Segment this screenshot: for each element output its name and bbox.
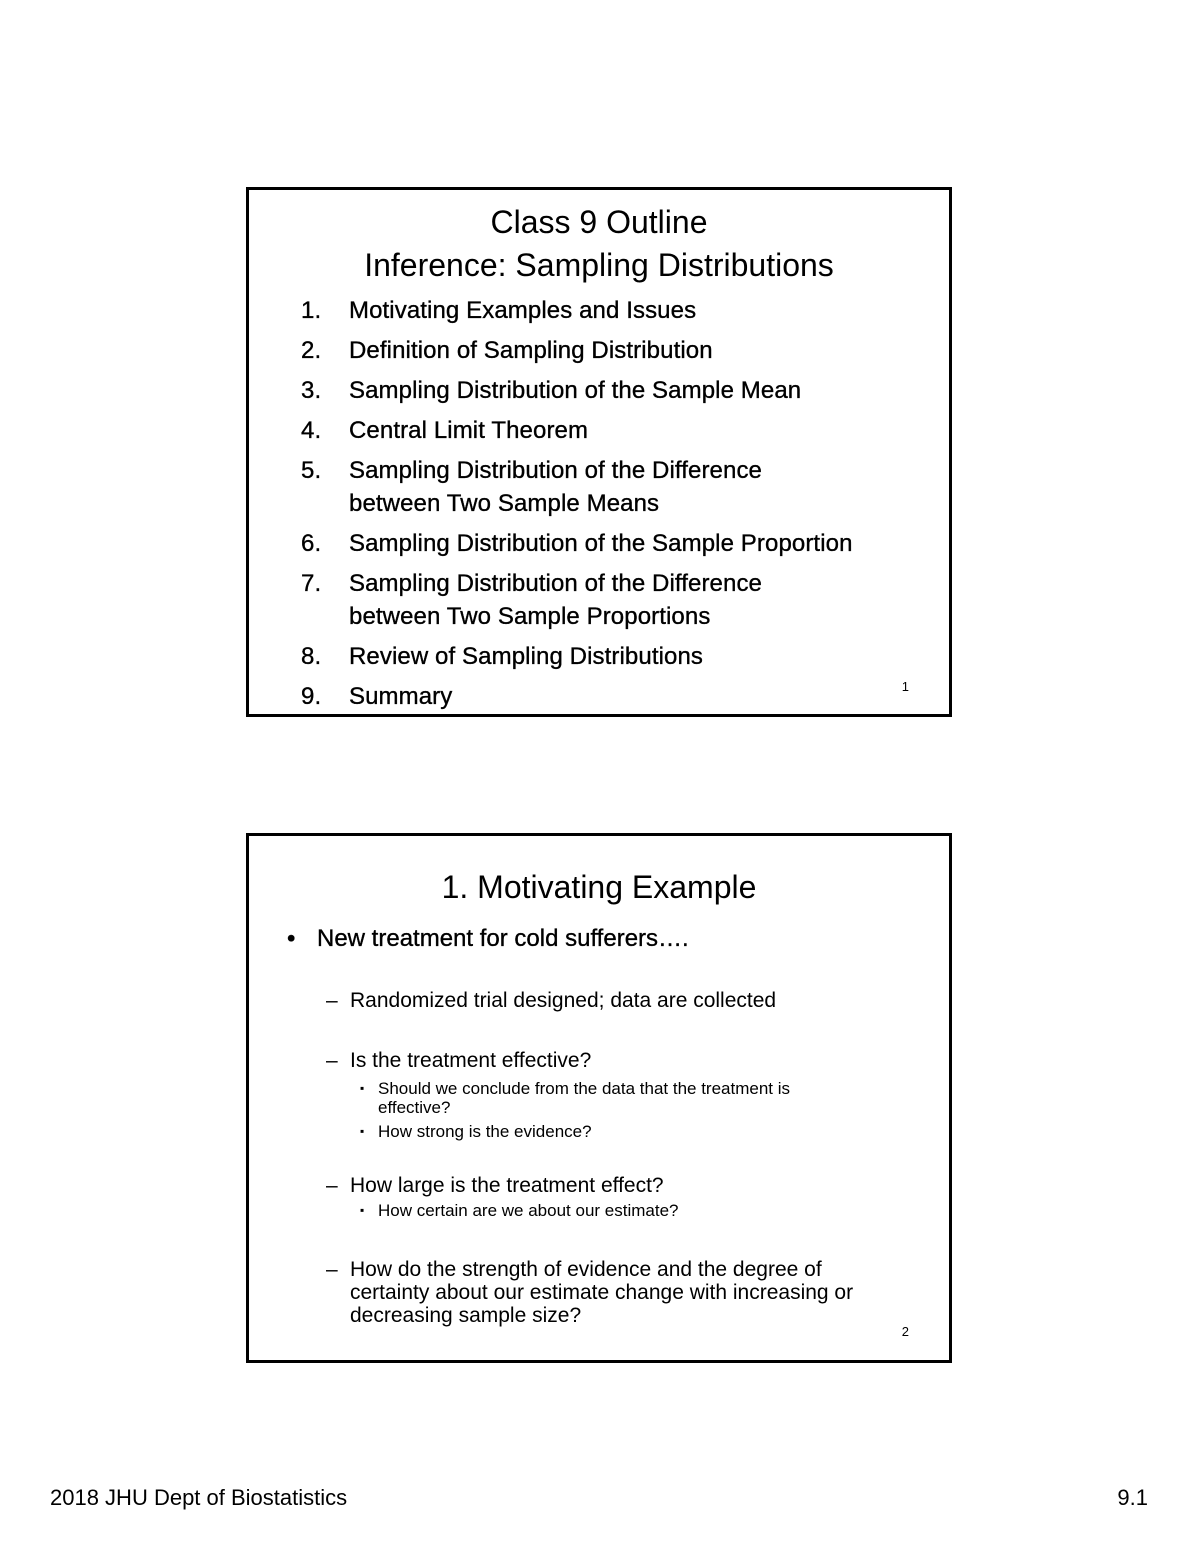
sub-sub-bullet-text: How strong is the evidence? <box>378 1122 592 1141</box>
outline-item <box>301 680 941 713</box>
sub-bullet-2 <box>326 1049 916 1072</box>
outline-item-number: 5. <box>301 457 322 484</box>
page-number: 9.1 <box>1117 1485 1148 1510</box>
outline-item-number: 6. <box>301 530 322 557</box>
outline-item-number: 9. <box>301 683 322 710</box>
dash-icon: – <box>326 1174 338 1197</box>
sub-sub-bullet <box>360 1201 880 1220</box>
outline-item-text: Central Limit Theorem <box>349 417 589 444</box>
outline-item-text: Review of Sampling Distributions <box>349 643 704 670</box>
outline-item-text: Motivating Examples and Issues <box>349 297 697 324</box>
square-bullet-icon: ▪ <box>360 1081 365 1095</box>
outline-item <box>301 567 789 633</box>
outline-item <box>301 334 941 367</box>
sub-bullet-text: How large is the treatment effect? <box>350 1174 664 1197</box>
outline-item <box>301 374 941 407</box>
outline-item-number: 1. <box>301 297 322 324</box>
outline-item-number: 7. <box>301 570 322 597</box>
outline-item-text: Sampling Distribution of the Sample Proportion <box>349 530 853 557</box>
outline-item-number: 8. <box>301 643 322 670</box>
dash-icon: – <box>326 1049 338 1072</box>
outline-item <box>301 640 941 673</box>
outline-item-number: 2. <box>301 337 322 364</box>
outline-list <box>301 294 941 720</box>
outline-item-text: Sampling Distribution of the Difference between Two Sample Proportions <box>349 570 763 630</box>
square-bullet-icon: ▪ <box>360 1203 365 1217</box>
dash-icon: – <box>326 989 338 1012</box>
main-bullet <box>287 923 689 955</box>
outline-item <box>301 294 941 327</box>
main-bullet-text: New treatment for cold sufferers…. <box>317 925 689 952</box>
slide-1-title-line-2: Inference: Sampling Distributions <box>364 247 834 283</box>
slide-2-number: 2 <box>901 1324 909 1339</box>
outline-item-text: Sampling Distribution of the Difference between Two Sample Means <box>349 457 763 517</box>
outline-item <box>301 527 941 560</box>
outline-item-number: 4. <box>301 417 322 444</box>
outline-item <box>301 414 941 447</box>
sub-bullet-4 <box>326 1258 891 1327</box>
slide-1 <box>246 187 952 717</box>
dash-icon: – <box>326 1258 338 1281</box>
sub-sub-bullet-text: How certain are we about our estimate? <box>378 1201 679 1220</box>
slide-1-number: 1 <box>901 679 909 694</box>
slide-1-title-line-1: Class 9 Outline <box>490 204 708 240</box>
sub-sub-bullet-text: Should we conclude from the data that the treatment is effective? <box>378 1079 791 1117</box>
outline-item <box>301 454 789 520</box>
outline-item-number: 3. <box>301 377 322 404</box>
outline-item-text: Sampling Distribution of the Sample Mean <box>349 377 802 404</box>
sub-bullet-text: Randomized trial designed; data are collected <box>350 989 777 1012</box>
sub-bullet-1 <box>326 989 916 1012</box>
slide-2-title: 1. Motivating Example <box>441 869 757 905</box>
footer-left-text: 2018 JHU Dept of Biostatistics <box>50 1485 348 1510</box>
sub-bullet-text: How do the strength of evidence and the degree of certainty about our estimate change with increasing or decreasing sample size? <box>350 1258 854 1327</box>
sub-bullet-text: Is the treatment effective? <box>350 1049 592 1072</box>
slide-2 <box>246 833 952 1363</box>
outline-item-text: Summary <box>349 683 453 710</box>
square-bullet-icon: ▪ <box>360 1124 365 1138</box>
sub-bullet-3 <box>326 1174 916 1197</box>
outline-item-text: Definition of Sampling Distribution <box>349 337 713 364</box>
sub-sub-bullet <box>360 1122 880 1141</box>
sub-sub-bullet <box>360 1079 860 1117</box>
bullet-icon: • <box>287 925 296 952</box>
